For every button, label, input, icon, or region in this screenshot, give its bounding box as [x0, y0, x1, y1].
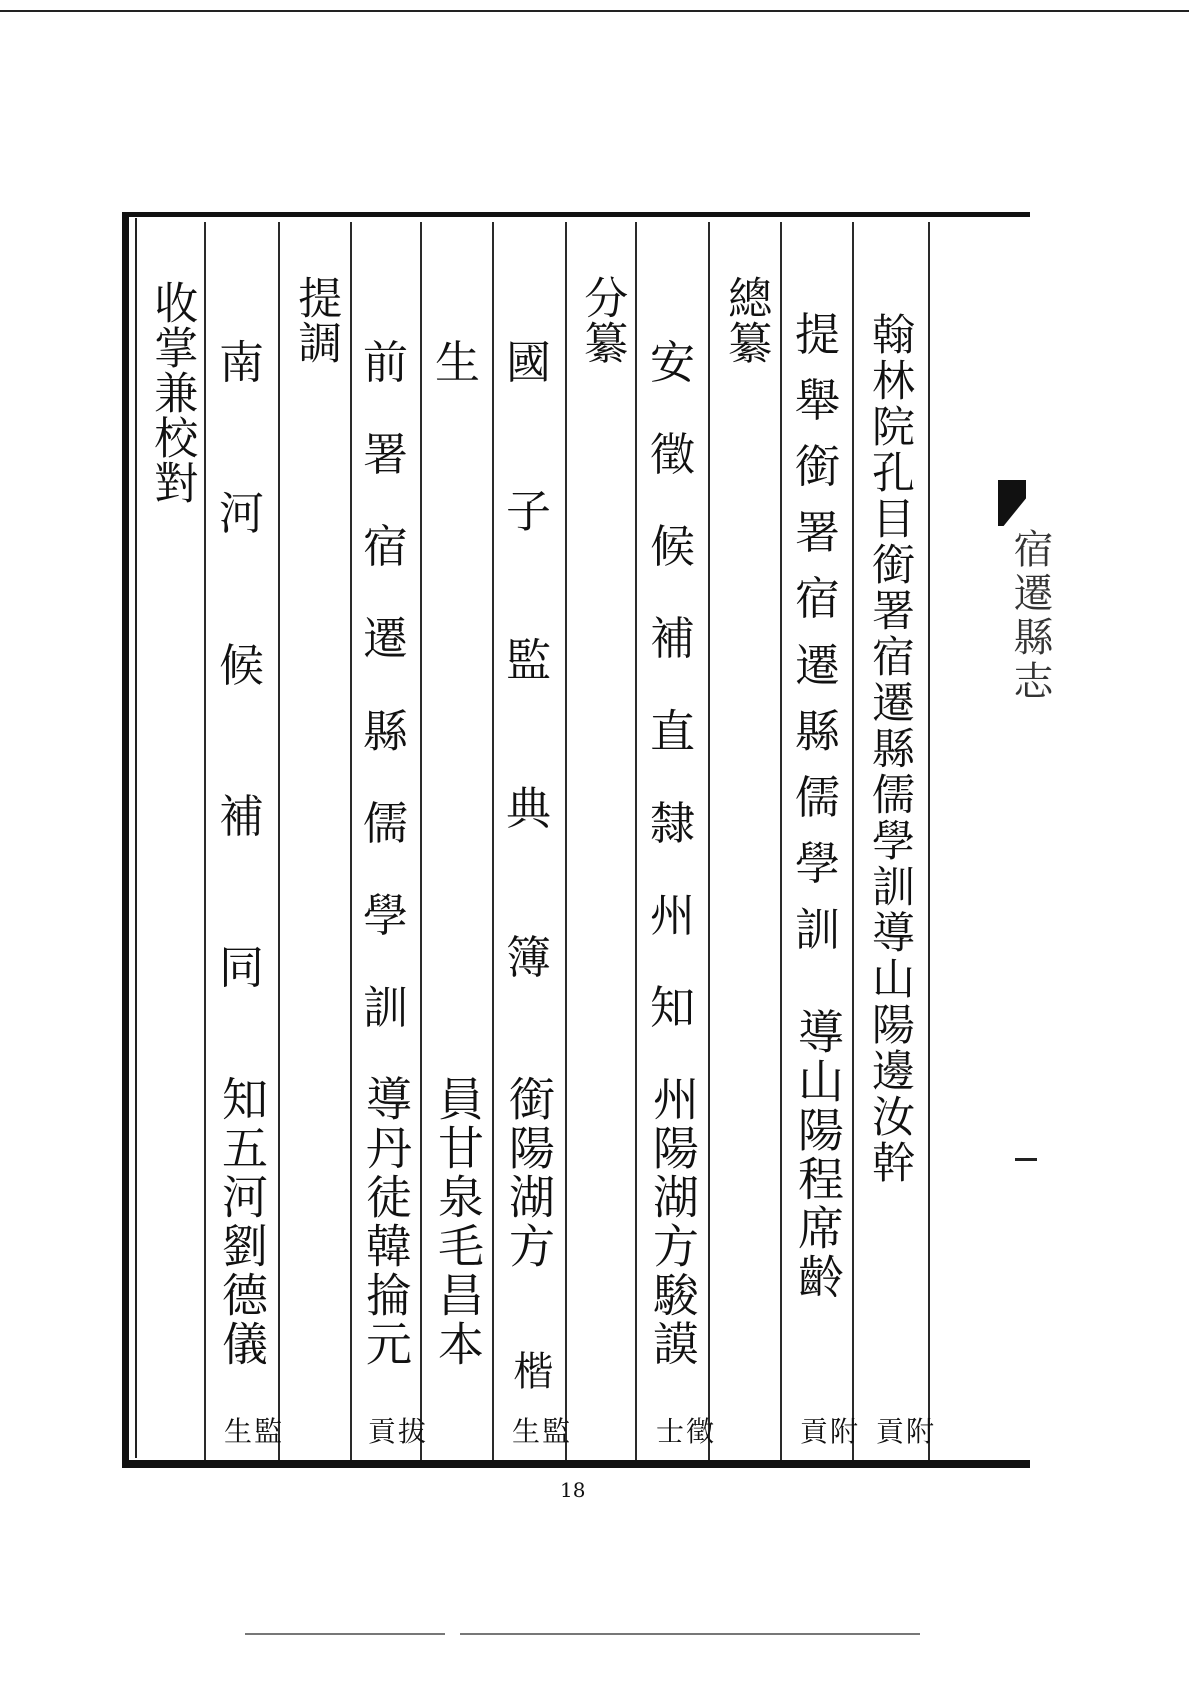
column-2-sub: 導山陽程席齡 [791, 1008, 845, 1302]
annotation [368, 1415, 427, 1448]
column-7-sub: 員甘泉毛昌本 [431, 1075, 485, 1369]
note-char: 貢 [368, 1415, 397, 1448]
char: 河 [219, 487, 265, 541]
char: 南 [219, 336, 265, 389]
char: 遷 [363, 612, 409, 666]
column-6 [506, 336, 552, 984]
char: 銜 [795, 440, 841, 494]
column-rule [708, 222, 710, 1460]
char: 候 [219, 638, 265, 692]
heading-fenzuan: 分纂 [576, 275, 628, 365]
note-char: 監 [254, 1415, 283, 1448]
fore-edge-dash [1015, 1158, 1037, 1161]
column-6-sub: 銜陽湖方 [502, 1075, 556, 1271]
column-8-sub: 導丹徒韓掄元 [359, 1075, 413, 1369]
top-rule [0, 10, 1189, 12]
frame-inner-rule [135, 218, 137, 1458]
column-text: 翰林院孔目銜署宿遷縣儒學訓導山陽邊汝幹 [865, 312, 915, 1186]
column-7 [435, 336, 481, 389]
column-rule [565, 222, 567, 1460]
char: 簿 [506, 931, 552, 984]
column-10-sub: 知五河劉德儀 [215, 1075, 269, 1369]
fore-edge-title: 宿遷縣志 [1007, 528, 1053, 704]
char: 學 [795, 836, 841, 890]
char: 典 [506, 782, 552, 836]
char: 安 [650, 336, 696, 389]
char: 同 [219, 941, 265, 994]
char: 隸 [650, 796, 696, 850]
char: 州 [650, 888, 696, 942]
column-rule [350, 222, 352, 1460]
column-rule [928, 222, 930, 1460]
heading-tidiao: 提調 [290, 275, 342, 365]
char: 舉 [795, 374, 841, 428]
char: 學 [363, 888, 409, 942]
column-1 [865, 312, 915, 1186]
note-char: 附 [906, 1415, 935, 1448]
char: 署 [795, 506, 841, 560]
column-rule [780, 222, 782, 1460]
char: 生 [435, 336, 481, 389]
annotation [876, 1415, 935, 1448]
column-10 [219, 336, 265, 994]
note-char: 附 [830, 1415, 859, 1448]
page-number: 18 [560, 1478, 586, 1502]
annotation [800, 1415, 859, 1448]
column-8 [363, 336, 409, 1034]
column-rule [635, 222, 637, 1460]
column-6-tail: 楷 [507, 1350, 553, 1391]
note-char: 貢 [800, 1415, 829, 1448]
note-char: 生 [512, 1415, 541, 1448]
char: 國 [506, 336, 552, 389]
char: 前 [363, 336, 409, 389]
annotation [656, 1415, 715, 1448]
column-4-sub: 州陽湖方駿謨 [646, 1075, 700, 1369]
scan-mark [460, 1633, 920, 1635]
note-char: 徵 [686, 1415, 715, 1448]
char: 署 [363, 428, 409, 482]
char: 訓 [363, 980, 409, 1034]
char: 宿 [363, 520, 409, 574]
column-rule [204, 222, 206, 1460]
char: 訓 [795, 902, 841, 956]
note-char: 生 [224, 1415, 253, 1448]
column-rule [492, 222, 494, 1460]
char: 提 [795, 308, 841, 361]
char: 補 [219, 789, 265, 843]
char: 直 [650, 704, 696, 758]
column-2 [795, 308, 841, 956]
char: 儒 [795, 770, 841, 824]
char: 徵 [650, 428, 696, 482]
char: 遷 [795, 638, 841, 692]
column-rule [278, 222, 280, 1460]
char: 監 [506, 633, 552, 687]
char: 子 [506, 484, 552, 538]
annotation [224, 1415, 283, 1448]
char: 補 [650, 612, 696, 666]
note-char: 拔 [398, 1415, 427, 1448]
char: 縣 [795, 704, 841, 758]
column-4 [650, 336, 696, 1034]
heading-shouzhang-jiaodui: 收掌兼校對 [146, 280, 198, 505]
column-rule [420, 222, 422, 1460]
note-char: 貢 [876, 1415, 905, 1448]
char: 候 [650, 520, 696, 574]
note-char: 士 [656, 1415, 685, 1448]
char: 儒 [363, 796, 409, 850]
scan-mark [245, 1633, 445, 1635]
char: 縣 [363, 704, 409, 758]
column-rule [852, 222, 854, 1460]
char: 宿 [795, 572, 841, 626]
annotation [512, 1415, 571, 1448]
note-char: 監 [542, 1415, 571, 1448]
char: 知 [650, 980, 696, 1034]
heading-zongzuan: 總纂 [720, 275, 772, 365]
